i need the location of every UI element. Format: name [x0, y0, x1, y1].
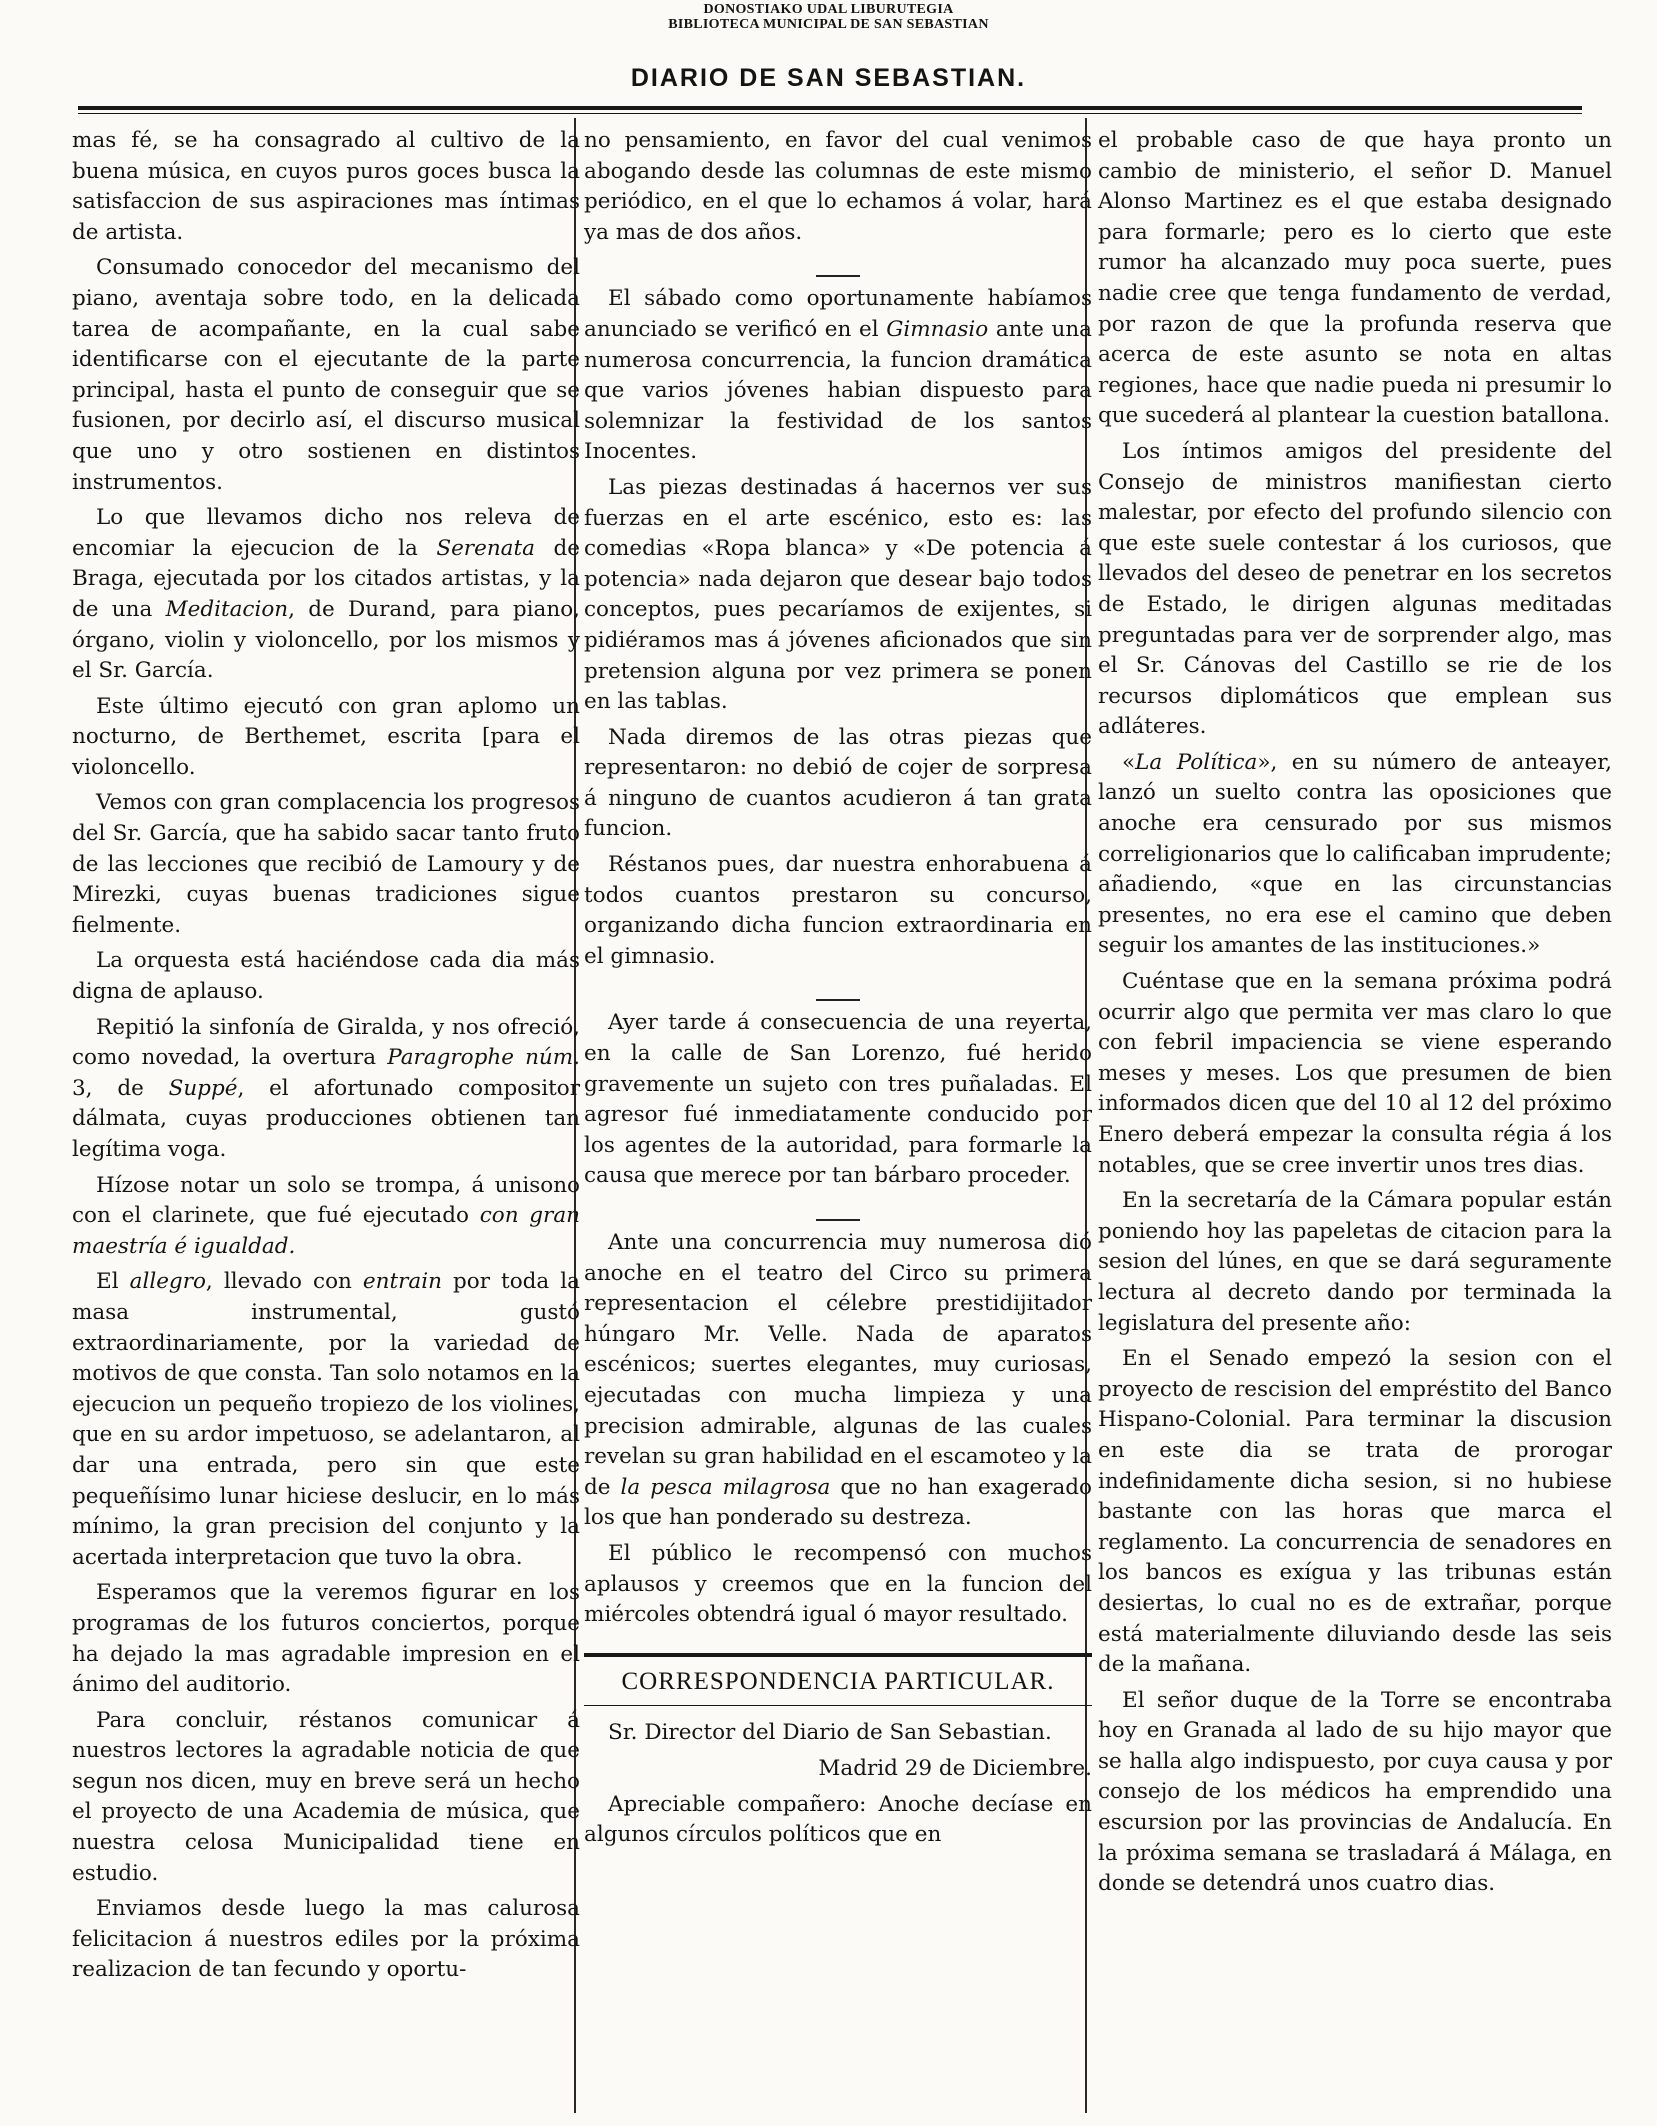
paragraph: Consumado conocedor del mecanismo del piano, aventaja sobre todo, en la delicada tarea de acompañante, en la cual sabe identificarse con el ejecutante de la parte principal, hasta el punto de conseguir que se fusionen, por decirlo así, el discurso musical que uno y otro sostienen en distintos instrumentos. — [72, 255, 580, 495]
paragraph: El público le recompensó con muchos aplausos y creemos que en la funcion del miércoles obtendrá igual ó mayor resultado. — [584, 1540, 1092, 1628]
header-rule-thin — [78, 113, 1582, 114]
paragraph: el probable caso de que haya pronto un cambio de ministerio, el señor D. Manuel Alonso Martinez es el que estaba designado para formarle; pero es lo cierto que este rumor ha alcanzado muy poca suerte, pues nadie cree que tenga fundamento de verdad, por razon de que la profunda reserva que acerca de este asunto se nota en altas regiones, hace que nadie pueda ni presumir lo que sucederá al plantear la cuestion batallona. — [1098, 128, 1612, 429]
library-name-spanish: BIBLIOTECA MUNICIPAL DE SAN SEBASTIAN — [668, 17, 989, 32]
paragraph: Esperamos que la veremos figurar en los programas de los futuros conciertos, porque ha dejado la mas agradable impresion en el ánimo del auditorio. — [72, 1580, 580, 1698]
column-2 — [584, 126, 1092, 2111]
paragraph: mas fé, se ha consagrado al cultivo de la buena música, en cuyos puros goces busca la satisfaccion de sus aspiraciones mas íntimas de artista. — [72, 128, 580, 245]
paragraph: Cuéntase que en la semana próxima podrá ocurrir algo que permita ver mas claro lo que con febril impaciencia se viene esperando meses y meses. Los que presumen de bien informados dicen que del 10 al 12 del próximo Enero deberá empezar la consulta régia á los notables, que se cree invertir unos tres dias. — [1098, 969, 1612, 1178]
section-title: CORRESPONDENCIA PARTICULAR. — [584, 1653, 1092, 1707]
paragraph: El allegro, llevado con entrain por toda la masa instrumental, gustó extraordinariamente, por la variedad de motivos de que consta. Tan solo notamos en la ejecucion un pequeño tropiezo de los violines, que en su ardor impetuoso, se adelantaron, al dar una entrada, pero sin que este pequeñísimo lunar hiciese deslucir, en lo más mínimo, la gran precision del conjunto y la acertada interpretacion que tuvo la obra. — [72, 1269, 580, 1570]
paragraph: Nada diremos de las otras piezas que representaron: no debió de cojer de sorpresa á ninguno de cuantos acudieron á tan grata funcion. — [584, 724, 1092, 842]
paragraph: Enviamos desde luego la mas calurosa felicitacion á nuestros ediles por la próxima realizacion de tan fecundo y oportu- — [72, 1896, 580, 1983]
paragraph: «La Política», en su número de anteayer, lanzó un suelto contra las oposiciones que anoche era censurado por sus mismos correligionarios que lo calificaban imprudente; añadiendo, «que en las circunstancias presentes, no era ese el camino que deben seguir los amantes de las instituciones.» — [1098, 749, 1612, 959]
column-3 — [1098, 126, 1612, 2111]
paragraph: Las piezas destinadas á hacernos ver sus fuerzas en el arte escénico, esto es: las comedias «Ropa blanca» y «De potencia á potencia» nada dejaron que desear bajo todos conceptos, pues pecaríamos de exijentes, si pidiéramos mas á jóvenes aficionados que sin pretension alguna por vez primera se ponen en las tablas. — [584, 474, 1092, 715]
paragraph: El señor duque de la Torre se encontraba hoy en Granada al lado de su hijo mayor que se halla algo indispuesto, por cuya causa y por consejo de los médicos ha emprendido una escursion por las provincias de Andalucía. En la próxima semana se trasladará á Málaga, en donde se detendrá unos cuatro dias. — [1098, 1687, 1612, 1897]
separator — [584, 980, 1092, 994]
library-name-basque: DONOSTIAKO UDAL LIBURUTEGIA — [703, 2, 954, 17]
paragraph: Para concluir, réstanos comunicar á nuestros lectores la agradable noticia de que segun nos dicen, muy en breve será un hecho el proyecto de una Academia de música, que nuestra celosa Municipalidad tiene en estudio. — [72, 1707, 580, 1886]
letter-dateline: Madrid 29 de Diciembre. — [818, 1755, 1092, 1781]
paragraph: El sábado como oportunamente habíamos anunciado se verificó en el Gimnasio ante una numerosa concurrencia, la funcion dramática que varios jóvenes habian dispuesto para solemnizar la festividad de los santos Inocentes. — [584, 286, 1093, 465]
paragraph: Los íntimos amigos del presidente del Consejo de ministros manifiestan cierto malestar, por efecto del profundo silencio con que este suele contestar á los curiosos, que llevados del deseo de penetrar en los secretos de Estado, le dirigen algunas meditadas preguntadas para ver de sorprender algo, mas el Sr. Cánovas del Castillo se rie de los recursos diplomáticos que emplean sus adláteres. — [1098, 438, 1612, 740]
header-rule — [78, 106, 1582, 110]
paragraph: Réstanos pues, dar nuestra enhorabuena á todos cuantos prestaron su concurso, organizando dicha funcion extraordinaria en el gimnasio. — [584, 852, 1092, 969]
paragraph: no pensamiento, en favor del cual venimos abogando desde las columnas de este mismo periódico, en el que lo echamos á volar, hará ya mas de dos años. — [584, 128, 1092, 245]
paragraph: Este último ejecutó con gran aplomo un nocturno, de Berthemet, escrita [para el violoncello. — [72, 693, 580, 780]
paragraph: Lo que llevamos dicho nos releva de encomiar la ejecucion de la Serenata de Braga, ejecutada por los citados artistas, y la de una Meditacion, de Durand, para piano, órgano, violin y violoncello, por los mismos y el Sr. García. — [72, 505, 581, 684]
paragraph: Ante una concurrencia muy numerosa dió anoche en el teatro del Circo su primera representacion el célebre prestidijitador húngaro Mr. Velle. Nada de aparatos escénicos; suertes elegantes, muy curiosas, ejecutadas con mucha limpieza y una precision admirable, algunas de las cuales revelan su gran habilidad en el escamoteo y la de la pesca milagrosa que no han exagerado los que han ponderado su destreza. — [584, 1230, 1092, 1531]
paragraph: Repitió la sinfonía de Giralda, y nos ofreció, como novedad, la overtura Paragrophe núm. 3, de Suppé, el afortunado compositor dálmata, cuyas producciones obtienen tan legítima voga. — [72, 1014, 580, 1162]
column-1 — [72, 126, 580, 2111]
library-stamp — [0, 2, 1657, 32]
paragraph: Apreciable compañero: Anoche decíase en algunos círculos políticos que en — [584, 1791, 1092, 1848]
letter-address: Sr. Director del Diario de San Sebastian. — [608, 1720, 1052, 1746]
paragraph: En el Senado empezó la sesion con el proyecto de rescision del empréstito del Banco Hispano-Colonial. Para terminar la discusion en este dia se trata de prorogar indefinidamente dicha sesion, si no hubiese bastante con las horas que marca el reglamento. La concurrencia de senadores en los bancos es exígua y las tribunas están desiertas, lo cual no es de extrañar, porque está materialmente diluviando desde las seis de la mañana. — [1098, 1346, 1612, 1678]
paragraph: Ayer tarde á consecuencia de una reyerta, en la calle de San Lorenzo, fué herido gravemente un sujeto con tres puñaladas. El agresor fué inmediatamente conducido por los agentes de la autoridad, para formarle la causa que merece por tan bárbaro proceder. — [584, 1010, 1092, 1189]
separator — [584, 1200, 1092, 1214]
paragraph: La orquesta está haciéndose cada dia más digna de aplauso. — [72, 948, 580, 1005]
paragraph: Hízose notar un solo se trompa, á unisono con el clarinete, que fué ejecutado con gran maestría é igualdad. — [72, 1172, 581, 1259]
paragraph: Vemos con gran complacencia los progresos del Sr. García, que ha sabido sacar tanto fruto de las lecciones que recibió de Lamoury y de Mirezki, cuyas buenas tradiciones sigue fielmente. — [72, 790, 580, 938]
separator — [584, 256, 1092, 270]
newspaper-title: DIARIO DE SAN SEBASTIAN. — [630, 64, 1027, 92]
paragraph: En la secretaría de la Cámara popular están poniendo hoy las papeletas de citacion para la sesion del lúnes, en que se dará seguramente lectura al decreto dando por terminada la legislatura del presente año: — [1098, 1188, 1612, 1336]
